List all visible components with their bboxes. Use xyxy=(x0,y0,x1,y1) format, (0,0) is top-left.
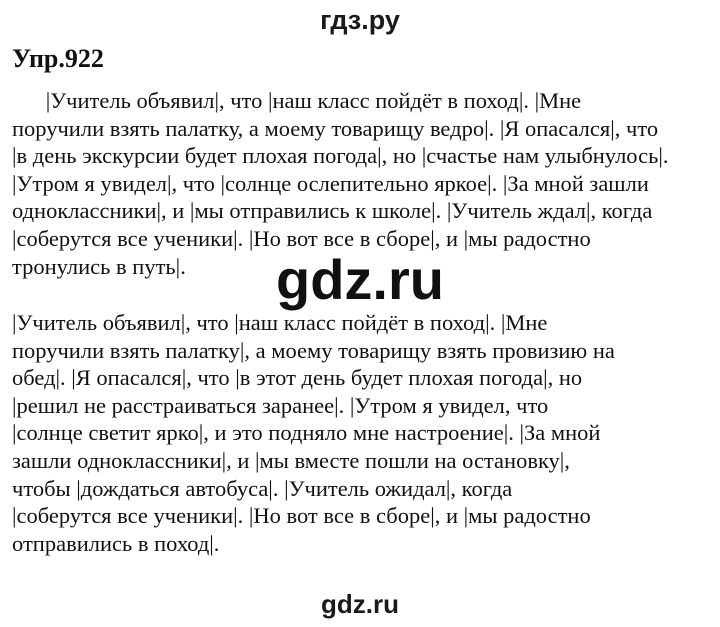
watermark: gdz.ru xyxy=(276,248,444,311)
answer-paragraph-2 xyxy=(12,309,712,557)
text-line: |соберутся все ученики|. |Но вот все в сборе|, и |мы радостно xyxy=(12,225,591,251)
text-line: чтобы |дождаться автобуса|. |Учитель ожидал|, когда xyxy=(12,475,513,501)
text-line: |решил не расстраиваться заранее|. |Утром я увидел, что xyxy=(12,392,549,418)
text-line: |солнце светит ярко|, и это подняло мне настроение|. |За мной xyxy=(12,420,601,446)
text-line: |Учитель объявил|, что |наш класс пойдёт в поход|. |Мне xyxy=(12,310,548,335)
site-footer-logo: gdz.ru xyxy=(321,589,399,619)
text-line: поручили взять палатку, а моему товарищу ведро|. |Я опасался|, что xyxy=(12,115,659,141)
text-line: |в день экскурсии будет плохая погода|, но |счастье нам улыбнулось|. xyxy=(12,143,669,169)
text-line: поручили взять палатку|, а моему товарищу взять провизию на xyxy=(12,337,615,363)
text-line: |Учитель объявил|, что |наш класс пойдёт в поход|. |Мне xyxy=(12,88,582,113)
text-line: |Утром я увидел|, что |солнце ослепительно яркое|. |За мной зашли xyxy=(12,170,649,196)
text-line: |соберутся все ученики|. |Но вот все в сборе|, и |мы радостно xyxy=(12,503,591,529)
text-line: тронулись в путь|. xyxy=(12,253,186,279)
site-header-logo: гдз.ру xyxy=(320,5,400,35)
exercise-title: Упр.922 xyxy=(12,44,104,73)
text-line: обед|. |Я опасался|, что |в этот день будет плохая погода|, но xyxy=(12,365,583,391)
text-line: отправились в поход|. xyxy=(12,530,220,556)
text-line: зашли одноклассники|, и |мы вместе пошли на остановку|, xyxy=(12,447,570,473)
text-line: одноклассники|, и |мы отправились к школе|. |Учитель ждал|, когда xyxy=(12,198,653,224)
